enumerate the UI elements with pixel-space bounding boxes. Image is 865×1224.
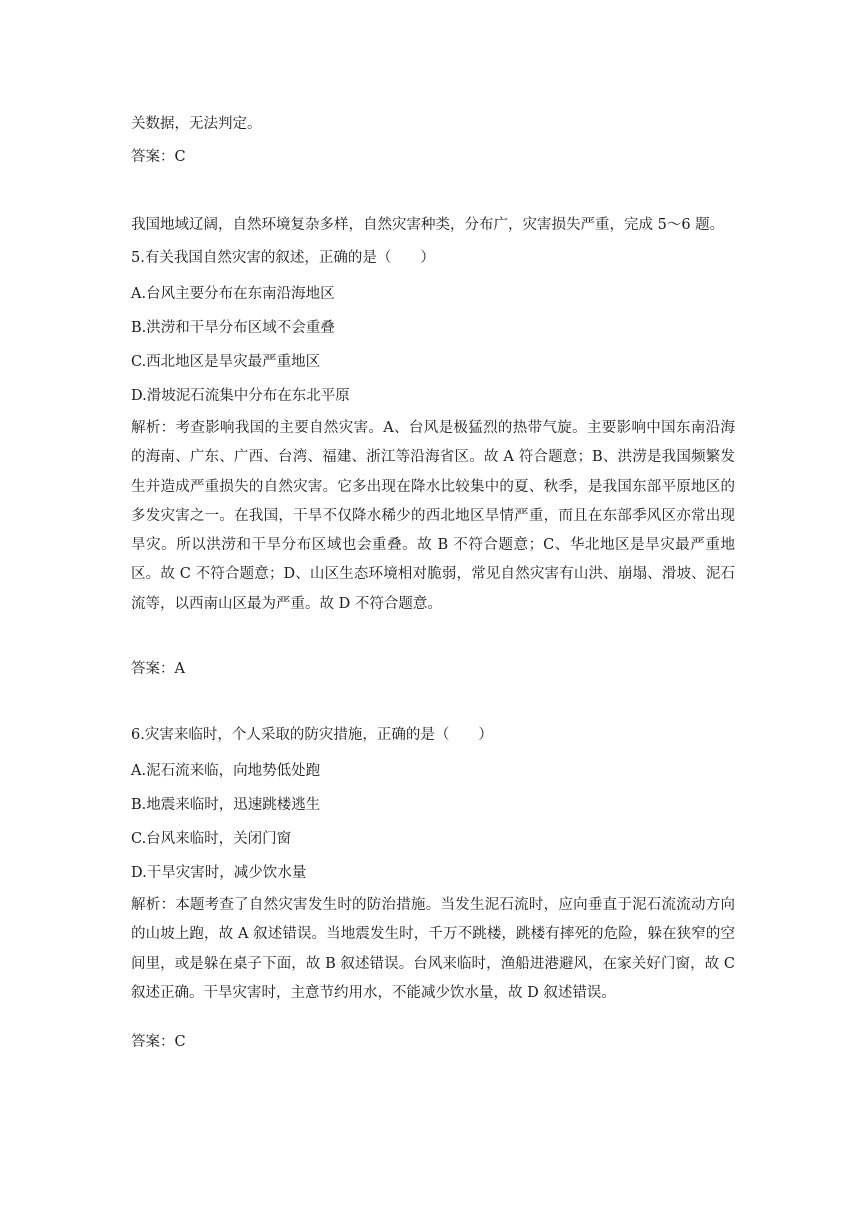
q6-analysis: 解析：本题考查了自然灾害发生时的防治措施。当发生泥石流时，应向垂直于泥石流流动方向的山坡上跑，故 A 叙述错误。当地震发生时，千万不跳楼，跳楼有摔死的危险，躲在狭窄的空间里，或是躲在桌子下面，故 B 叙述错误。台风来临时，渔船进港避风，在家关好门窗，故 C 叙述正确。干旱灾害时，主意节约用水，不能减少饮水量，故 D 叙述错误。 <box>131 897 735 1001</box>
q6-answer: 答案：C <box>131 1034 186 1050</box>
q5-answer: 答案：A <box>131 661 185 677</box>
q5-option-d: D.滑坡泥石流集中分布在东北平原 <box>131 388 350 404</box>
q6-stem: 6.灾害来临时，个人采取的防灾措施，正确的是（ ） <box>131 727 493 743</box>
q5-option-b: B.洪涝和干旱分布区域不会重叠 <box>131 320 335 336</box>
q5-stem: 5.有关我国自然灾害的叙述，正确的是（ ） <box>131 250 435 266</box>
q6-option-d: D.干旱灾害时，减少饮水量 <box>131 865 307 881</box>
q6-option-b: B.地震来临时，迅速跳楼逃生 <box>131 797 321 813</box>
q5-option-a: A.台风主要分布在东南沿海地区 <box>131 286 335 302</box>
q5-option-c: C.西北地区是旱灾最严重地区 <box>131 354 321 370</box>
passage-intro: 我国地域辽阔，自然环境复杂多样，自然灾害种类，分布广，灾害损失严重，完成 5～6 题。 <box>131 217 725 233</box>
q6-option-a: A.泥石流来临，向地势低处跑 <box>131 763 321 779</box>
prev-answer: 答案：C <box>131 149 186 165</box>
q5-analysis: 解析：考查影响我国的主要自然灾害。A、台风是极猛烈的热带气旋。主要影响中国东南沿海的海南、广东、广西、台湾、福建、浙江等沿海省区。故 A 符合题意；B、洪涝是我国频繁发生并造成严重损失的自然灾害。它多出现在降水比较集中的夏、秋季，是我国东部平原地区的多发灾害之一。在我国，干旱不仅降水稀少的西北地区旱情严重，而且在东部季风区亦常出现旱灾。所以洪涝和干旱分布区域也会重叠。故 B 不符合题意；C、华北地区是旱灾最严重地区。故 C 不符合题意；D、山区生态环境相对脆弱，常见自然灾害有山洪、崩塌、滑坡、泥石流等，以西南山区最为严重。故 D 不符合题意。 <box>131 420 735 612</box>
prev-analysis-tail: 关数据，无法判定。 <box>131 116 262 132</box>
q6-option-c: C.台风来临时，关闭门窗 <box>131 831 292 847</box>
